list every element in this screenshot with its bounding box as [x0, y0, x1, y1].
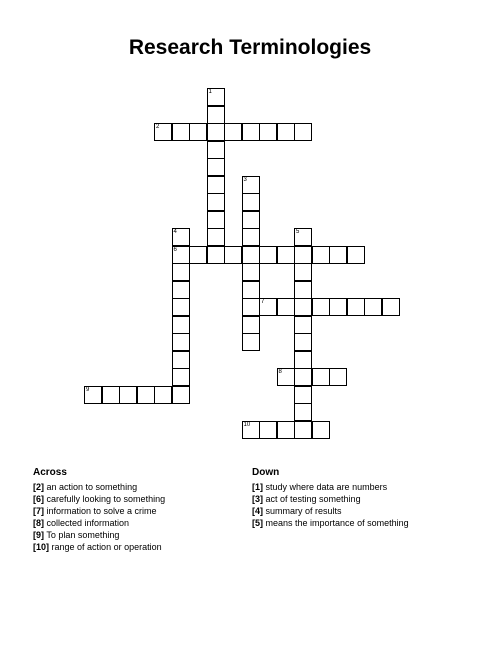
grid-cell[interactable] [207, 123, 225, 141]
grid-cell[interactable] [259, 123, 277, 141]
clue-down-1 [252, 481, 472, 493]
grid-cell[interactable] [277, 246, 295, 264]
clue-number-label: 10 [243, 421, 251, 428]
grid-cell[interactable] [242, 281, 260, 299]
grid-cell[interactable] [294, 368, 312, 386]
grid-cell[interactable] [172, 298, 190, 316]
clue-down-3 [252, 493, 472, 505]
clue-text: carefully looking to something [46, 494, 166, 504]
grid-cell[interactable] [347, 246, 365, 264]
grid-cell[interactable] [277, 368, 295, 386]
grid-cell[interactable] [329, 298, 347, 316]
clue-number: [2] [33, 482, 44, 492]
down-heading: Down [252, 467, 280, 478]
grid-cell[interactable] [347, 298, 365, 316]
across-heading: Across [33, 467, 67, 478]
clue-text: act of testing something [265, 494, 361, 504]
grid-cell[interactable] [207, 106, 225, 124]
grid-cell[interactable] [294, 281, 312, 299]
grid-cell[interactable] [242, 333, 260, 351]
grid-cell[interactable] [242, 193, 260, 211]
clue-number-label: 9 [86, 386, 90, 393]
grid-cell[interactable] [102, 386, 120, 404]
across-clues [33, 467, 243, 553]
grid-cell[interactable] [207, 228, 225, 246]
grid-cell[interactable] [172, 386, 190, 404]
clue-number: [6] [33, 494, 44, 504]
grid-cell[interactable] [242, 421, 260, 439]
grid-cell[interactable] [207, 193, 225, 211]
clue-text: study where data are numbers [265, 482, 388, 492]
clue-text: means the importance of something [265, 518, 409, 528]
grid-cell[interactable] [242, 298, 260, 316]
grid-cell[interactable] [294, 403, 312, 421]
clue-number-label: 2 [156, 124, 160, 130]
grid-cell[interactable] [294, 333, 312, 351]
grid-cell[interactable] [277, 123, 295, 141]
grid-cell[interactable] [207, 211, 225, 229]
clue-number: [5] [252, 518, 263, 528]
grid-cell[interactable] [207, 176, 225, 194]
grid-cell[interactable] [259, 298, 277, 316]
grid-cell[interactable] [172, 228, 190, 246]
grid-cell[interactable] [294, 386, 312, 404]
clue-text: information to solve a crime [46, 506, 157, 516]
grid-cell[interactable] [312, 298, 330, 316]
clue-across-10 [33, 541, 243, 553]
grid-cell[interactable] [329, 368, 347, 386]
grid-cell[interactable] [312, 368, 330, 386]
grid-cell[interactable] [207, 246, 225, 264]
grid-cell[interactable] [242, 228, 260, 246]
clue-text: To plan something [46, 530, 120, 540]
grid-cell[interactable] [277, 298, 295, 316]
clue-text: range of action or operation [51, 542, 162, 552]
clue-across-2 [33, 481, 243, 493]
grid-cell[interactable] [172, 351, 190, 369]
grid-cell[interactable] [294, 123, 312, 141]
clue-down-4 [252, 505, 472, 517]
clue-across-8 [33, 517, 243, 529]
grid-cell[interactable] [137, 386, 155, 404]
grid-cell[interactable] [294, 421, 312, 439]
clue-number-label: 7 [261, 299, 265, 305]
grid-cell[interactable] [224, 123, 242, 141]
down-clues [252, 467, 472, 529]
grid-cell[interactable] [294, 351, 312, 369]
clue-number-label: 8 [278, 369, 282, 375]
grid-cell[interactable] [207, 158, 225, 176]
grid-cell[interactable] [259, 421, 277, 439]
grid-cell[interactable] [382, 298, 400, 316]
clue-number-label: 4 [173, 229, 177, 235]
grid-cell[interactable] [294, 298, 312, 316]
clue-number-label: 3 [243, 176, 247, 183]
grid-cell[interactable] [119, 386, 137, 404]
clue-number: [7] [33, 506, 44, 516]
clue-number: [1] [252, 482, 263, 492]
grid-cell[interactable] [207, 88, 225, 106]
grid-cell[interactable] [294, 263, 312, 281]
grid-cell[interactable] [329, 246, 347, 264]
clue-number-label: 1 [208, 89, 212, 95]
grid-cell[interactable] [172, 368, 190, 386]
grid-cell[interactable] [294, 316, 312, 334]
grid-cell[interactable] [189, 123, 207, 141]
clue-number: [4] [252, 506, 263, 516]
clue-number: [10] [33, 542, 50, 552]
grid-cell[interactable] [189, 246, 207, 264]
clue-text: collected information [46, 518, 130, 528]
grid-cell[interactable] [277, 421, 295, 439]
grid-cell[interactable] [84, 386, 102, 404]
grid-cell[interactable] [242, 123, 260, 141]
grid-cell[interactable] [172, 246, 190, 264]
clue-number: [8] [33, 518, 44, 528]
grid-cell[interactable] [172, 333, 190, 351]
clue-text: summary of results [265, 506, 342, 516]
clue-number: [9] [33, 530, 44, 540]
grid-cell[interactable] [312, 421, 330, 439]
grid-cell[interactable] [154, 123, 172, 141]
grid-cell[interactable] [312, 246, 330, 264]
grid-cell[interactable] [242, 316, 260, 334]
grid-cell[interactable] [172, 316, 190, 334]
page-title: Research Terminologies [128, 36, 372, 59]
grid-cell[interactable] [242, 176, 260, 194]
clue-across-6 [33, 493, 243, 505]
grid-cell[interactable] [242, 246, 260, 264]
clue-across-7 [33, 505, 243, 517]
grid-cell[interactable] [172, 263, 190, 281]
clue-number-label: 5 [296, 229, 300, 235]
clue-number: [3] [252, 494, 263, 504]
grid-cell[interactable] [172, 123, 190, 141]
clue-text: an action to something [46, 482, 138, 492]
grid-cell[interactable] [294, 246, 312, 264]
grid-cell[interactable] [294, 228, 312, 246]
grid-cell[interactable] [224, 246, 242, 264]
grid-cell[interactable] [172, 281, 190, 299]
clue-down-5 [252, 517, 472, 529]
grid-cell[interactable] [154, 386, 172, 404]
grid-cell[interactable] [242, 263, 260, 281]
clue-number-label: 6 [173, 246, 177, 253]
grid-cell[interactable] [242, 211, 260, 229]
grid-cell[interactable] [259, 246, 277, 264]
grid-cell[interactable] [207, 141, 225, 159]
grid-cell[interactable] [364, 298, 382, 316]
clue-across-9 [33, 529, 243, 541]
